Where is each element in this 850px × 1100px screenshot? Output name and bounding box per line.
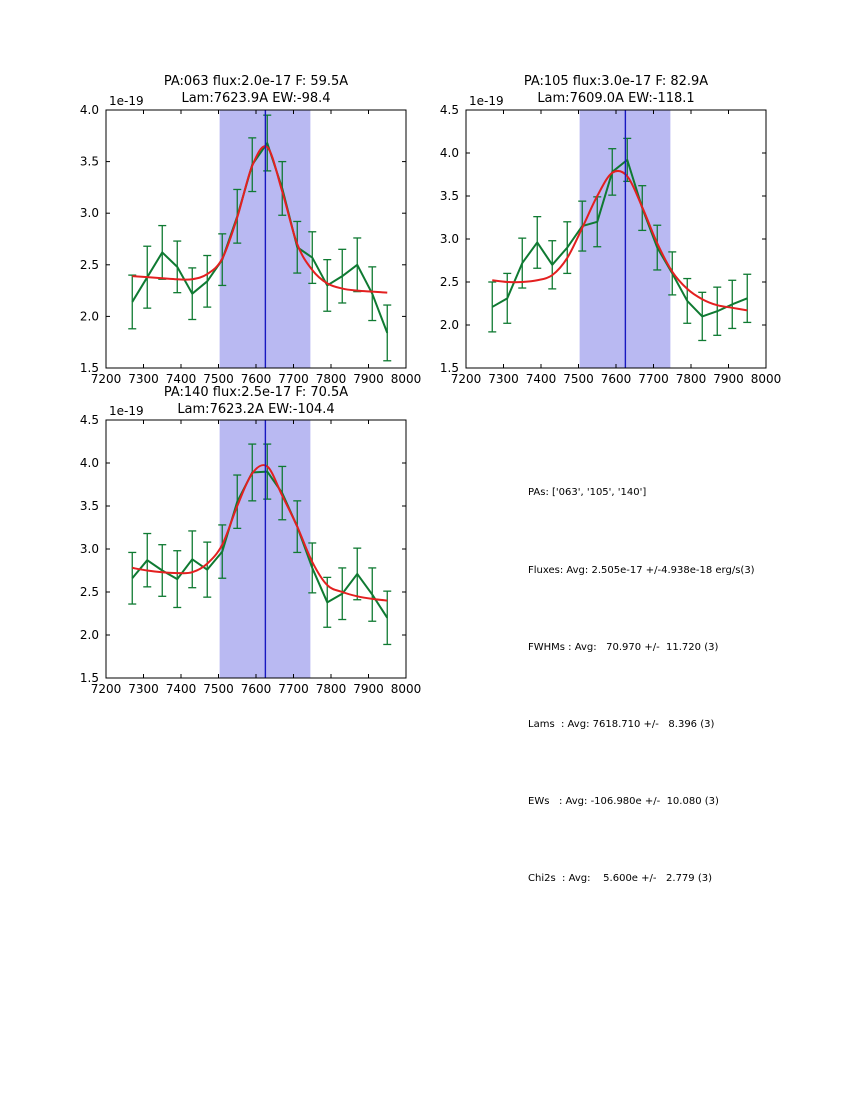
svg-text:2.5: 2.5 [439,275,459,289]
svg-text:2.0: 2.0 [79,309,99,324]
svg-text:1.5: 1.5 [79,361,99,375]
svg-text:7800: 7800 [315,372,347,386]
svg-text:7400: 7400 [525,372,557,386]
svg-text:7600: 7600 [240,372,272,386]
svg-text:7300: 7300 [488,372,519,386]
svg-text:8000: 8000 [390,372,422,386]
summary-line-chi2s: Chi2s : Avg: 5.600e +/- 2.779 (3) [528,872,713,884]
svg-text:3.5: 3.5 [439,189,459,203]
chart-title-line1: PA:105 flux:3.0e-17 F: 82.9A [523,74,709,89]
svg-text:7300: 7300 [128,682,159,696]
svg-text:3.0: 3.0 [79,206,99,221]
svg-text:8000: 8000 [750,372,782,386]
summary-line-pas: PAs: ['063', '105', '140'] [528,487,647,499]
svg-text:7900: 7900 [353,372,384,386]
svg-text:1e-19: 1e-19 [469,94,504,108]
svg-text:2.5: 2.5 [79,257,99,272]
chart-title-line1: PA:140 flux:2.5e-17 F: 70.5A [163,385,349,400]
chart-title-line2: Lam:7609.0A EW:-118.1 [537,91,695,106]
svg-text:7800: 7800 [675,372,707,386]
summary-line-fluxes: Fluxes: Avg: 2.505e-17 +/-4.938e-18 erg/s(3) [528,564,755,576]
svg-text:4.0: 4.0 [439,146,459,160]
chart-title-line2: Lam:7623.9A EW:-98.4 [181,91,331,106]
svg-text:7900: 7900 [353,682,384,696]
svg-text:7500: 7500 [563,372,594,386]
svg-text:7500: 7500 [203,372,234,386]
svg-text:7200: 7200 [90,372,122,386]
fit-summary-panel [528,429,755,943]
svg-text:2.0: 2.0 [439,318,459,332]
chart-title-line2: Lam:7623.2A EW:-104.4 [177,402,335,417]
svg-text:4.0: 4.0 [79,103,99,117]
svg-text:4.5: 4.5 [79,413,99,427]
svg-text:7700: 7700 [278,372,309,386]
svg-text:3.0: 3.0 [439,232,459,246]
svg-text:3.5: 3.5 [79,154,99,169]
svg-text:7200: 7200 [90,682,122,696]
svg-text:7600: 7600 [240,682,272,696]
svg-text:2.5: 2.5 [79,585,99,599]
svg-text:7600: 7600 [600,372,632,386]
svg-text:7400: 7400 [165,372,197,386]
svg-text:4.5: 4.5 [439,103,459,117]
summary-line-ews: EWs : Avg: -106.980e +/- 10.080 (3) [528,795,719,807]
svg-text:3.5: 3.5 [79,499,99,513]
svg-text:7500: 7500 [203,682,234,696]
svg-text:7300: 7300 [128,372,159,386]
svg-text:7400: 7400 [165,682,197,696]
svg-text:4.0: 4.0 [79,456,99,470]
svg-text:7800: 7800 [315,682,347,696]
svg-text:7700: 7700 [278,682,309,696]
svg-text:3.0: 3.0 [79,542,99,556]
summary-line-fwhms: FWHMs : Avg: 70.970 +/- 11.720 (3) [528,641,719,653]
svg-text:2.0: 2.0 [79,628,99,642]
summary-line-lams: Lams : Avg: 7618.710 +/- 8.396 (3) [528,718,715,730]
svg-text:7900: 7900 [713,372,744,386]
svg-text:1.5: 1.5 [79,671,99,685]
svg-text:1.5: 1.5 [439,361,459,375]
svg-text:8000: 8000 [390,682,422,696]
svg-text:1e-19: 1e-19 [109,94,144,108]
svg-text:1e-19: 1e-19 [109,404,144,418]
svg-text:7200: 7200 [450,372,482,386]
svg-text:7700: 7700 [638,372,669,386]
chart-title-line1: PA:063 flux:2.0e-17 F: 59.5A [163,74,349,89]
